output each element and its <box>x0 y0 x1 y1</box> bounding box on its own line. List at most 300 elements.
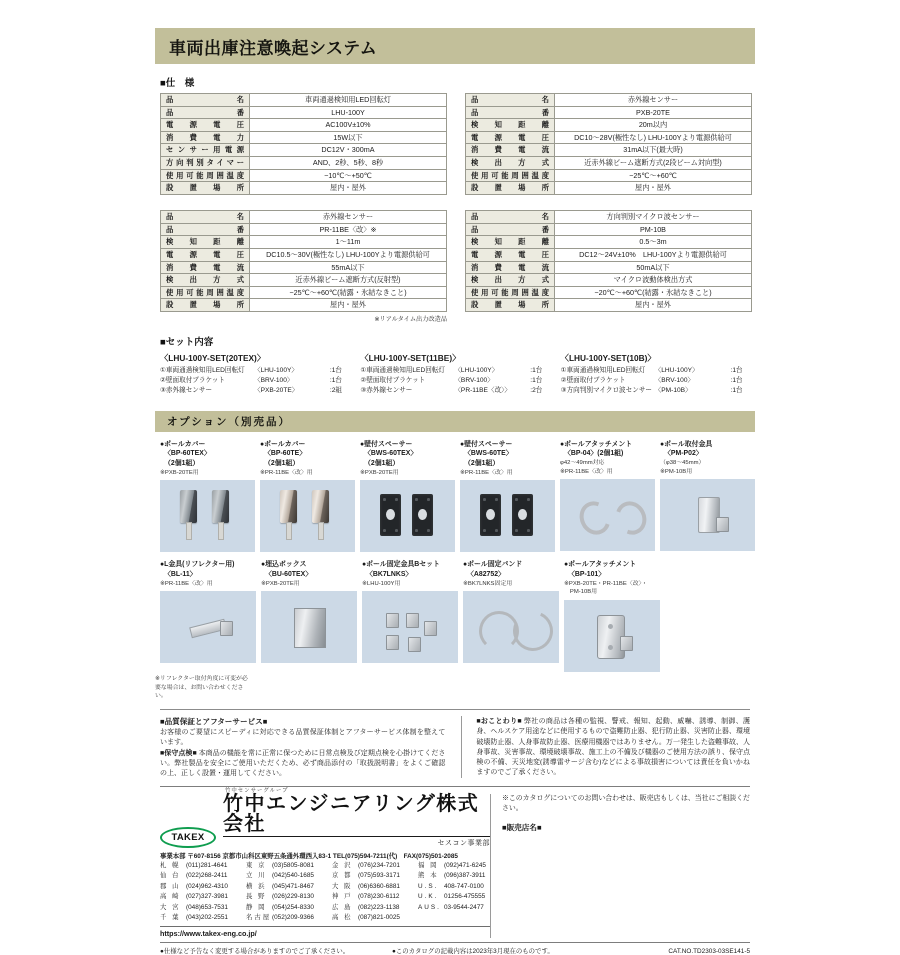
set-item <box>160 376 354 386</box>
company-name: 竹中エンジニアリング株式会社 <box>223 793 480 836</box>
option-product-note: ※PR-11BE〈改〉用 <box>160 581 213 588</box>
spec-row-value: 20m以内 <box>555 119 752 132</box>
spec-row-label: 使用可能周囲温度 <box>466 169 555 182</box>
office-city: 札 幌 <box>160 862 181 870</box>
spec-col-1 <box>465 93 752 196</box>
option-product-card[interactable] <box>362 560 458 671</box>
office-phone: (082)223-1138 <box>358 903 400 911</box>
options-row-1-wrap <box>160 440 755 553</box>
bottom-divider <box>160 709 750 710</box>
option-product-image <box>362 591 458 663</box>
option-product-image <box>260 480 355 552</box>
spec-row-label: 検 知 距 離 <box>466 119 555 132</box>
option-product-code: 〈BL-11〉 <box>164 571 197 579</box>
spec-row-label: 電 源 電 圧 <box>466 249 555 262</box>
office-city: 東 京 <box>246 862 267 870</box>
reflector-note: ※リフレクター取付角度に可変が必要な場合は、お問い合わせください。 <box>155 675 248 700</box>
spec-row <box>161 223 447 236</box>
option-product-image <box>460 480 555 552</box>
maintenance-heading: ■保守点検■ <box>160 748 197 757</box>
logo-line <box>160 788 490 848</box>
spec-row-label: センサー用電源 <box>161 144 250 157</box>
office-entry <box>332 913 418 923</box>
spec-table-body-0 <box>161 94 447 195</box>
spec-row <box>466 131 752 144</box>
option-product-name: ●ポール取付金具 <box>660 440 713 448</box>
set-item-qty: :1台 <box>530 377 543 385</box>
spec-row-label: 消 費 電 流 <box>466 144 555 157</box>
spec-row <box>161 236 447 249</box>
office-phone: (024)962-4310 <box>186 882 228 890</box>
set-item-name: ①車両通過検知用LED回転灯 <box>560 367 646 374</box>
spec-row-value: 15W以下 <box>250 131 447 144</box>
option-product-card[interactable] <box>160 560 256 671</box>
spec-row <box>466 156 752 169</box>
option-product-note-2: PM-10B用 <box>564 589 598 596</box>
spec-row-label: 品 名 <box>466 94 555 107</box>
option-product-card[interactable] <box>564 560 660 671</box>
office-city: 郡 山 <box>160 882 181 890</box>
spec-row-value: AND、2秒、5秒、8秒 <box>250 156 447 169</box>
set-item-qty: :1台 <box>730 367 743 374</box>
office-entry <box>418 903 490 913</box>
spec-row-label: 設 置 場 所 <box>161 299 250 312</box>
spec-row-value: −25℃〜+60℃(結露・氷結なきこと) <box>250 286 447 299</box>
office-entry <box>332 903 418 913</box>
spec-row <box>466 144 752 157</box>
spec-row-value: −25℃〜+60℃ <box>555 169 752 182</box>
set-item-qty: :1台 <box>730 377 743 385</box>
option-product-card[interactable] <box>660 440 755 553</box>
option-product-name: ●ポール固定金具Bセット <box>362 561 440 569</box>
option-product-image <box>261 591 357 663</box>
option-product-card[interactable] <box>560 440 655 553</box>
option-product-image <box>560 479 655 551</box>
spec-row-label: 消 費 電 流 <box>161 261 250 274</box>
spec-row <box>466 94 752 107</box>
spec-row-label: 検 知 距 離 <box>161 236 250 249</box>
spec-tables-row-2 <box>160 210 755 322</box>
spec-row-value: 屋内・屋外 <box>555 182 752 195</box>
set-item-name: ②壁面取付ブラケット <box>360 377 426 385</box>
office-city: 長 野 <box>246 893 267 901</box>
spec-row-label: 消 費 電 流 <box>466 261 555 274</box>
office-city: 神 戸 <box>332 893 353 901</box>
spec-note-2: ※リアルタイム出力改造品 <box>374 315 447 323</box>
set-item-qty: :1台 <box>530 367 543 374</box>
set-item-qty: :1台 <box>329 367 342 374</box>
spec-row <box>466 211 752 224</box>
spec-row-label: 品 名 <box>466 211 555 224</box>
set-item-name: ③赤外線センサー <box>160 387 213 395</box>
office-phone: (022)268-2411 <box>186 872 228 880</box>
spec-row <box>161 211 447 224</box>
option-product-card[interactable] <box>463 560 559 671</box>
option-product-code: 〈BP-101〉 <box>568 571 606 579</box>
spec-row-value: DC10.5〜30V(極性なし) LHU-100Yより電源供給可 <box>250 249 447 262</box>
spec-row <box>161 106 447 119</box>
spec-row-label: 設 置 場 所 <box>466 299 555 312</box>
office-city: 高 松 <box>332 913 353 921</box>
spec-row-value: PR-11BE〈改〉※ <box>250 223 447 236</box>
set-item-code: 〈BRV-100〉 <box>654 377 695 385</box>
option-product-note: ※PXB-20TE用 <box>261 581 300 588</box>
office-entry <box>160 913 246 923</box>
option-product-code: 〈BWS-60TEX〉 <box>364 450 418 458</box>
spec-row-label: 品 名 <box>161 94 250 107</box>
office-phone: (06)6360-6881 <box>358 882 400 890</box>
spec-row-label: 品 番 <box>466 223 555 236</box>
option-product-note: ※PR-11BE〈改〉用 <box>260 470 313 477</box>
office-phone: (092)471-6245 <box>444 862 486 870</box>
office-entry <box>418 871 490 881</box>
spec-row-label: 品 番 <box>161 106 250 119</box>
option-product-code: 〈BU-60TEX〉 <box>265 571 313 579</box>
option-product-note: ※PR-11BE〈改〉用 <box>460 470 513 477</box>
spec-row <box>466 169 752 182</box>
set-column <box>360 352 554 397</box>
spec-row <box>161 249 447 262</box>
set-title: 〈LHU-100Y-SET(10B)〉 <box>560 352 656 363</box>
spec-row-label: 電 源 電 圧 <box>161 249 250 262</box>
option-product-code: 〈BP-60TEX〉 <box>164 450 211 458</box>
office-phone: (043)202-2551 <box>186 913 228 921</box>
option-product-note-2: ※PR-11BE〈改〉用 <box>560 468 613 475</box>
option-product-subtitle: （2個1組） <box>364 460 400 468</box>
spec-row <box>466 182 752 195</box>
spec-row-value: 屋内・屋外 <box>250 299 447 312</box>
spec-col-0 <box>160 93 447 196</box>
set-item <box>360 366 554 376</box>
options-row-1 <box>160 440 755 553</box>
option-product-image <box>360 480 455 552</box>
office-entry <box>418 913 490 923</box>
spec-row <box>466 106 752 119</box>
set-item-code: 〈LHU-100Y〉 <box>454 367 499 374</box>
set-item-code: 〈LHU-100Y〉 <box>654 367 699 374</box>
spec-row <box>161 261 447 274</box>
office-entry <box>160 871 246 881</box>
option-product-name: ●L金具(リフレクター用) <box>160 561 235 569</box>
spec-row <box>161 144 447 157</box>
option-product-name: ●ポール固定バンド <box>463 561 523 569</box>
spec-row <box>161 119 447 132</box>
option-product-name: ●ポールカバー <box>260 440 306 448</box>
spec-row-value: 赤外線センサー <box>555 94 752 107</box>
set-item-name: ①車両通過検知用LED回転灯 <box>160 367 245 374</box>
set-item <box>561 386 755 396</box>
office-entry <box>246 892 332 902</box>
brand-supertext: 竹中センサーグループ <box>225 788 289 795</box>
last-divider <box>160 942 750 943</box>
office-phone: (027)327-3981 <box>186 893 228 901</box>
spec-row-value: 1〜11m <box>250 236 447 249</box>
set-column <box>160 352 354 397</box>
option-product-subtitle: （2個1組） <box>164 460 200 468</box>
option-product-note: ※PXB-20TE用 <box>360 470 399 477</box>
spec-row-value: 赤外線センサー <box>250 211 447 224</box>
option-product-image <box>463 591 559 663</box>
spec-row-label: 方向判別タイマー <box>161 156 250 169</box>
set-item-code: 〈BRV-100〉 <box>454 377 494 385</box>
spec-row-label: 品 名 <box>161 211 250 224</box>
spec-row-value: 車両通過検知用LED回転灯 <box>250 94 447 107</box>
option-product-code: 〈BP-04〉(2個1組) <box>564 450 624 458</box>
spec-row <box>161 94 447 107</box>
option-product-image <box>160 591 256 663</box>
website-url[interactable]: https://www.takex-eng.co.jp/ <box>160 926 490 938</box>
spec-row-value: 55mA以下 <box>250 261 447 274</box>
spec-table-infrared-sensor-pr11be <box>160 210 447 312</box>
spec-col-2 <box>160 210 447 322</box>
spec-row-label: 品 番 <box>466 106 555 119</box>
office-entry <box>246 903 332 913</box>
option-product-name: ●埋込ボックス <box>261 561 307 569</box>
spec-row-value: PM-10B <box>555 223 752 236</box>
office-phone: (052)209-9366 <box>272 913 314 921</box>
set-item <box>160 366 354 376</box>
office-phone: (026)229-8130 <box>272 893 314 901</box>
spec-row-label: 設 置 場 所 <box>466 182 555 195</box>
page-title-band <box>155 28 755 64</box>
spec-row <box>161 169 447 182</box>
spec-row-value: DC12V・300mA <box>250 144 447 157</box>
spec-col-3 <box>465 210 752 322</box>
office-entry <box>246 861 332 871</box>
office-city: 名古屋 <box>246 913 272 921</box>
office-city: 大 阪 <box>332 882 353 890</box>
set-item-code: 〈BRV-100〉 <box>254 377 294 385</box>
spec-table-body-1 <box>466 94 752 195</box>
spec-row <box>466 223 752 236</box>
spec-row-value: DC10〜28V(極性なし) LHU-100Yより電源供給可 <box>555 131 752 144</box>
spec-row-label: 検 出 方 式 <box>466 274 555 287</box>
office-entry <box>332 882 418 892</box>
option-product-card[interactable] <box>160 440 255 553</box>
spec-row-label: 使用可能周囲温度 <box>466 286 555 299</box>
set-title: 〈LHU-100Y-SET(20TEX)〉 <box>160 352 266 363</box>
brand-underline <box>223 836 490 837</box>
set-item-code: 〈PXB-20TE〉 <box>254 387 299 395</box>
quality-guarantee-block <box>160 716 445 778</box>
set-item <box>360 376 554 386</box>
option-product-card[interactable] <box>460 440 555 553</box>
options-row-2 <box>160 560 755 671</box>
option-product-code: 〈BP-60TE〉 <box>264 450 307 458</box>
office-city: U.K. <box>418 893 439 901</box>
set-item-code: 〈PR-11BE〈改〉〉 <box>454 387 511 395</box>
set-item-name: ②壁面取付ブラケット <box>560 377 626 385</box>
spec-row-value: 方向判別マイクロ波センサー <box>555 211 752 224</box>
office-city: AUS. <box>418 903 441 911</box>
spec-row-value: −20℃〜+60℃(結露・氷結なきこと) <box>555 286 752 299</box>
options-band <box>155 411 755 432</box>
office-phone: (042)540-1685 <box>272 872 314 880</box>
option-product-name: ●ポールアタッチメント <box>560 440 633 448</box>
office-list <box>160 861 490 923</box>
spec-row-value: 50mA以下 <box>555 261 752 274</box>
footer-company-block <box>160 788 490 939</box>
office-city: 京 都 <box>332 872 353 880</box>
option-product-note: ※PXB-20TE用 <box>160 470 199 477</box>
headquarters-line: 事業本部 〒607-8156 京都市山科区東野五条通外環西入83-1 TEL(075)594-7211(代) FAX(075)501-2085 <box>160 853 458 861</box>
option-product-code: 〈PM-P02〉 <box>664 450 703 458</box>
set-item-qty: :2組 <box>329 387 342 395</box>
spec-row-label: 使用可能周囲温度 <box>161 286 250 299</box>
set-item <box>360 386 554 396</box>
catalog-contact-note: ※このカタログについてのお問い合わせは、販売店もしくは、当社にご相談ください。 <box>502 795 750 813</box>
option-product-subtitle: （2個1組） <box>264 460 300 468</box>
spec-row-value: 31mA以下(最大時) <box>555 144 752 157</box>
office-phone: (087)821-0025 <box>358 913 400 921</box>
spec-row <box>466 261 752 274</box>
office-entry <box>246 882 332 892</box>
spec-row <box>466 249 752 262</box>
spec-row <box>161 131 447 144</box>
spec-row <box>161 299 447 312</box>
option-product-note: ※PXB-20TE・PR-11BE〈改〉・ <box>564 581 648 588</box>
office-city: 千 葉 <box>160 913 181 921</box>
option-product-subtitle: （2個1組） <box>464 460 500 468</box>
disclaimer-block <box>461 716 750 778</box>
set-title: 〈LHU-100Y-SET(11BE)〉 <box>360 352 461 363</box>
office-phone: 03-9544-2477 <box>444 903 484 911</box>
spec-row-label: 設 置 場 所 <box>161 182 250 195</box>
maintenance-body: 本商品の機能を常に正常に保つために日常点検及び定期点検を心掛けてください。弊社製品を安全にご使用いただくため、必ず商品添付の「取扱説明書」をよくご確認の上、正しく設置・運用してください。 <box>160 748 446 777</box>
spec-row <box>161 274 447 287</box>
office-city: 熊 本 <box>418 872 439 880</box>
spec-table-body-3 <box>466 211 752 312</box>
bottom-text-columns <box>160 716 750 778</box>
footnote-line <box>160 946 750 955</box>
spec-section-heading: ■仕 様 <box>160 78 195 89</box>
office-entry <box>332 871 418 881</box>
disclaimer-text <box>476 716 750 777</box>
spec-row-value: AC100V±10% <box>250 119 447 132</box>
options-band-label: オプション（別売品） <box>167 415 292 428</box>
option-product-card[interactable] <box>360 440 455 553</box>
set-item-code: 〈PM-10B〉 <box>654 387 692 395</box>
spec-row <box>466 274 752 287</box>
set-item-name: ①車両通過検知用LED回転灯 <box>360 367 446 374</box>
division-name: セスコン事業部 <box>437 840 490 848</box>
set-item-name: ③赤外線センサー <box>360 387 413 395</box>
office-entry <box>160 903 246 913</box>
set-item-name: ②壁面取付ブラケット <box>160 377 225 385</box>
spec-row <box>161 286 447 299</box>
office-phone: (054)254-8330 <box>272 903 314 911</box>
catalog-number: CAT.NO.TD2303-03SE141-5 <box>668 948 750 955</box>
office-phone: (096)387-3911 <box>444 872 486 880</box>
option-product-name: ●壁付スペーサー <box>460 440 513 448</box>
spec-row-label: 消 費 電 力 <box>161 131 250 144</box>
option-product-card[interactable] <box>261 560 357 671</box>
spec-row-value: −10℃〜+50℃ <box>250 169 447 182</box>
set-item <box>561 376 755 386</box>
disclaimer-body: 弊社の商品は各種の監視、警戒、報知、起動、威嚇、誘導、制御、護身、ヘルスケア用途などに使用するもので盗難防止器、犯行防止器、災害防止器、環境破壊防止器、人身事故防止器、医療用機器ではありません。万一発生した盗難事故、人身事故、災害事故、環境破壊事故、施工上の不備及び機器のご使用方法の誤り、保守点検の不備、天災地変(誘導雷サージ含む)などによる事故損害については責任を負いかねますのでご了承ください。 <box>476 717 751 777</box>
office-entry <box>246 913 332 923</box>
set-item-qty: :1台 <box>730 387 743 395</box>
office-phone: (075)593-3171 <box>358 872 400 880</box>
option-product-note: （φ38〜45mm） <box>660 460 705 467</box>
set-item <box>160 386 354 396</box>
options-row-2-wrap <box>160 560 755 671</box>
office-city: 立 川 <box>246 872 267 880</box>
spec-row-label: 検 出 方 式 <box>161 274 250 287</box>
office-phone: 408-747-0100 <box>444 882 484 890</box>
office-entry <box>332 861 418 871</box>
spec-row-value: 屋内・屋外 <box>250 182 447 195</box>
takex-logo-icon <box>160 827 216 848</box>
spec-row-label: 品 番 <box>161 223 250 236</box>
option-product-image <box>564 600 660 672</box>
office-entry <box>160 861 246 871</box>
office-phone: (03)5805-8081 <box>272 862 314 870</box>
spec-row <box>466 299 752 312</box>
office-phone: (048)653-7531 <box>186 903 228 911</box>
office-city: 福 岡 <box>418 862 439 870</box>
brand-wrap <box>223 788 490 848</box>
spec-table-infrared-sensor-pxb20te <box>465 93 752 195</box>
option-product-code: 〈BWS-60TE〉 <box>464 450 513 458</box>
spec-row <box>161 182 447 195</box>
page-title: 車両出庫注意喚起システム <box>169 38 378 58</box>
office-phone: 01256-475555 <box>444 893 486 901</box>
spec-row-value: DC12〜24V±10% LHU-100Yより電源供給可 <box>555 249 752 262</box>
quality-guarantee-text: お客様のご要望にスピーディに対応できる品質保証体制とアフターサービス体制を整えています。 <box>160 728 446 747</box>
option-product-card[interactable] <box>260 440 355 553</box>
spec-row-label: 電 源 電 圧 <box>466 131 555 144</box>
spec-row-value: 0.5〜3m <box>555 236 752 249</box>
office-city: 仙 台 <box>160 872 181 880</box>
footer <box>160 788 750 939</box>
spec-row-value: 近赤外線ビーム遮断方式(2段ビーム対向型) <box>555 156 752 169</box>
spec-row-label: 検 出 方 式 <box>466 156 555 169</box>
spec-row <box>161 156 447 169</box>
office-phone: (011)281-4641 <box>186 862 228 870</box>
dealer-name-heading: ■販売店名■ <box>502 822 542 832</box>
office-entry <box>332 892 418 902</box>
option-product-name: ●壁付スペーサー <box>360 440 413 448</box>
office-city: 静 岡 <box>246 903 267 911</box>
spec-row-value: 近赤外線ビーム遮断方式(反射型) <box>250 274 447 287</box>
option-product-name: ●ポールアタッチメント <box>564 561 637 569</box>
office-city: U.S. <box>418 882 439 890</box>
spec-row <box>466 236 752 249</box>
spec-row-value: マイクロ波動体検出方式 <box>555 274 752 287</box>
spec-table-body-2 <box>161 211 447 312</box>
option-product-note: ※BK7LNKS固定用 <box>463 581 513 588</box>
content-column <box>155 0 755 955</box>
office-city: 横 浜 <box>246 882 267 890</box>
takex-logo-text: TAKEX <box>171 832 205 844</box>
option-product-note: φ42〜49mm対応 <box>560 460 605 467</box>
office-city: 高 崎 <box>160 893 181 901</box>
spec-row-value: PXB-20TE <box>555 106 752 119</box>
set-item-code: 〈LHU-100Y〉 <box>254 367 298 374</box>
footnote-spec-change: ●仕様など予告なく変更する場合がありますのでご了承ください。 <box>160 948 350 955</box>
set-item-qty: :1台 <box>329 377 342 385</box>
set-section-heading: ■セット内容 <box>160 336 214 348</box>
spec-tables-row-1 <box>160 93 755 196</box>
set-contents-row <box>160 352 755 397</box>
set-item-name: ③方向判別マイクロ波センサー <box>560 387 653 395</box>
office-entry <box>160 892 246 902</box>
office-entry <box>418 861 490 871</box>
spec-table-led-rotating-lamp <box>160 93 447 195</box>
option-product-image <box>160 480 255 552</box>
office-entry <box>246 871 332 881</box>
